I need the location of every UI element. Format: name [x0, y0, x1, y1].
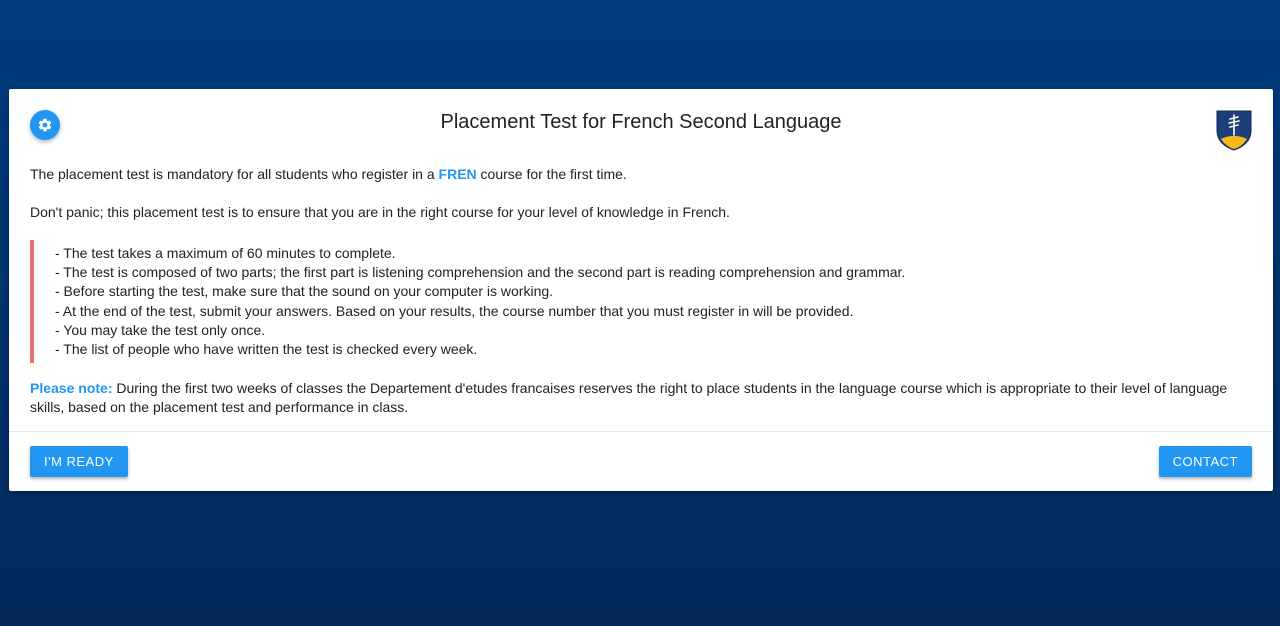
intro-paragraph [30, 165, 1252, 184]
fren-highlight: FREN [438, 166, 477, 182]
note-item: - The list of people who have written the test is checked every week. [55, 341, 478, 358]
card-body [9, 165, 1273, 417]
university-crest-logo [1215, 109, 1253, 151]
please-note-label: Please note: [30, 380, 113, 397]
note-item: - The test is composed of two parts; the first part is listening comprehension and the second part is reading comprehension and grammar. [55, 264, 906, 281]
note-item: - You may take the test only once. [55, 321, 266, 338]
page-title: Placement Test for French Second Language [440, 111, 842, 133]
please-note-paragraph [30, 379, 1252, 417]
note-item: - At the end of the test, submit your answers. Based on your results, the course number that you must register in will be provided. [55, 302, 854, 319]
please-note-text: During the first two weeks of classes the Departement d'etudes francaises reserves the right to place students in the language course which is appropriate to their level of language skills, based on the placement test and performance in class. [30, 380, 1228, 416]
placement-test-card [9, 89, 1273, 491]
note-item: - Before starting the test, make sure that the sound on your computer is working. [55, 283, 554, 300]
intro-text-after: course for the first time. [476, 166, 627, 182]
reassurance-paragraph: Don't panic; this placement test is to ensure that you are in the right course for your level of knowledge in French. [30, 204, 730, 220]
contact-button[interactable]: CONTACT [1159, 446, 1252, 477]
note-item: - The test takes a maximum of 60 minutes to complete. [55, 245, 396, 261]
card-header [9, 89, 1273, 161]
footer-divider [9, 431, 1273, 432]
notes-list [30, 240, 1252, 363]
intro-text-before: The placement test is mandatory for all students who register in a [30, 166, 439, 182]
im-ready-button[interactable]: I'M READY [30, 446, 128, 477]
